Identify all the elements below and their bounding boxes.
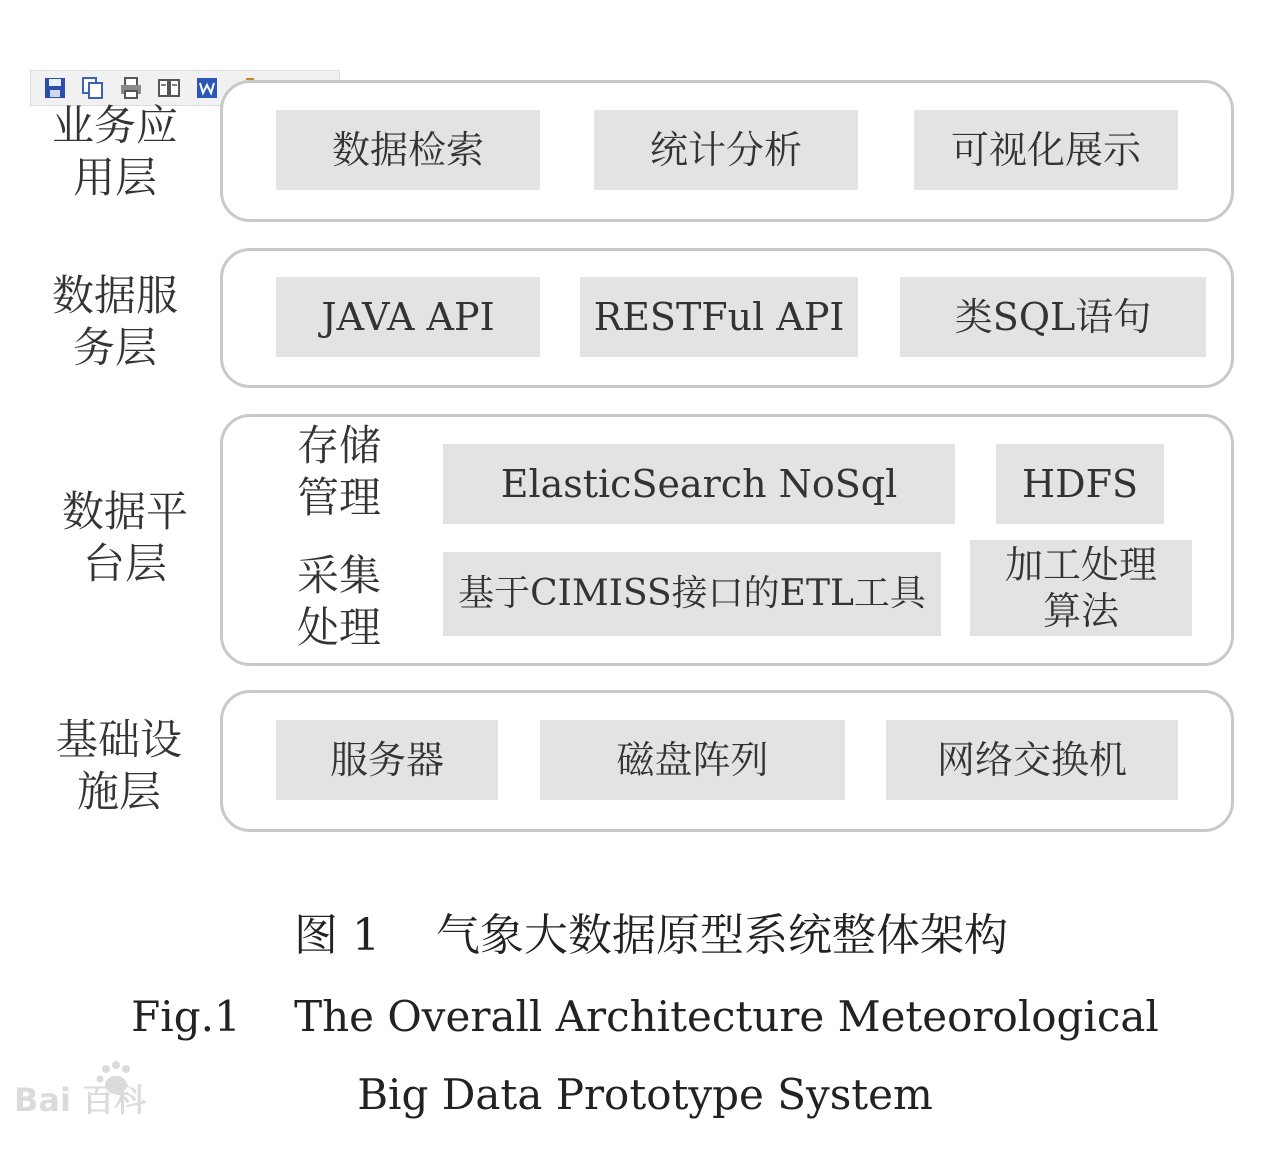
processing-line2: 算法 bbox=[1042, 589, 1119, 633]
storage-management-label bbox=[284, 420, 394, 524]
platform-layer-label-line2: 台层 bbox=[82, 539, 167, 588]
application-layer-label-line1: 业务应 bbox=[51, 101, 178, 150]
storage-label-line1: 存储 bbox=[296, 421, 381, 470]
app-item-visualization: 可视化展示 bbox=[914, 110, 1178, 190]
service-layer-label-line2: 务层 bbox=[72, 323, 157, 372]
collection-item-etl-tool: 基于CIMISS接口的ETL工具 bbox=[443, 552, 941, 636]
collection-label-line1: 采集 bbox=[296, 551, 381, 600]
preview-icon[interactable] bbox=[155, 74, 183, 102]
baidu-watermark bbox=[14, 1055, 204, 1119]
service-item-sql-like: 类SQL语句 bbox=[900, 277, 1206, 357]
service-layer-label-line1: 数据服 bbox=[51, 271, 178, 320]
app-item-data-retrieval: 数据检索 bbox=[276, 110, 540, 190]
infra-item-disk-array: 磁盘阵列 bbox=[540, 720, 845, 800]
service-layer-label bbox=[40, 270, 190, 374]
figure-caption-cn: 图 1 气象大数据原型系统整体架构 bbox=[294, 910, 1008, 961]
print-icon[interactable] bbox=[117, 74, 145, 102]
collection-processing-label bbox=[284, 550, 394, 654]
storage-label-line2: 管理 bbox=[296, 473, 381, 522]
storage-item-hdfs: HDFS bbox=[996, 444, 1164, 524]
application-layer-label-line2: 用层 bbox=[72, 153, 157, 202]
figure-caption-en-line1: Fig.1 The Overall Architecture Meteorological bbox=[131, 992, 1159, 1041]
platform-layer-label bbox=[50, 486, 200, 590]
figure-caption-en-line2: Big Data Prototype System bbox=[357, 1070, 933, 1119]
service-item-restful-api: RESTFul API bbox=[580, 277, 858, 357]
infra-item-network-switch: 网络交换机 bbox=[886, 720, 1178, 800]
application-layer-label bbox=[40, 100, 190, 204]
word-icon[interactable] bbox=[193, 74, 221, 102]
storage-item-elasticsearch: ElasticSearch NoSql bbox=[443, 444, 955, 524]
infrastructure-layer-label bbox=[44, 714, 194, 818]
collection-label-line2: 处理 bbox=[296, 603, 381, 652]
infrastructure-layer-label-line2: 施层 bbox=[76, 767, 161, 816]
service-item-java-api: JAVA API bbox=[276, 277, 540, 357]
infrastructure-layer-label-line1: 基础设 bbox=[55, 715, 182, 764]
infra-item-server: 服务器 bbox=[276, 720, 498, 800]
save-icon[interactable] bbox=[41, 74, 69, 102]
platform-layer-label-line1: 数据平 bbox=[61, 487, 188, 536]
copy-icon[interactable] bbox=[79, 74, 107, 102]
app-item-statistical-analysis: 统计分析 bbox=[594, 110, 858, 190]
processing-item-algorithm bbox=[970, 540, 1192, 636]
processing-line1: 加工处理 bbox=[1004, 543, 1157, 587]
watermark-text: Bai 百科 bbox=[14, 1081, 147, 1119]
